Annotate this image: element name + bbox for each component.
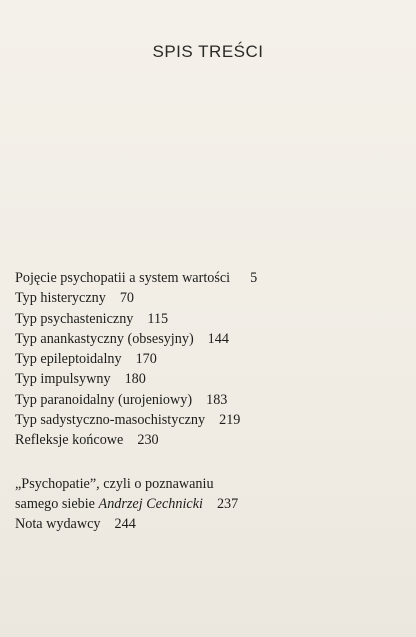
toc-entry-page: 170 bbox=[135, 351, 157, 368]
toc-entry-9 bbox=[15, 430, 400, 450]
toc-entry-page: 183 bbox=[206, 391, 228, 408]
toc-entry-title: Pojęcie psychopatii a system wartości bbox=[15, 270, 231, 286]
toc-entry-title: Typ histeryczny bbox=[15, 290, 106, 307]
toc-entry-page: 144 bbox=[207, 330, 229, 347]
toc-entry-page: 180 bbox=[124, 371, 146, 388]
toc-entry-page: 70 bbox=[119, 290, 134, 307]
toc-afterword-line-2 bbox=[15, 494, 400, 514]
page-title: SPIS TREŚCI bbox=[152, 42, 264, 61]
toc-entry-page: 244 bbox=[114, 516, 136, 533]
toc-entry-page: 230 bbox=[137, 432, 159, 449]
toc-entry-page: 237 bbox=[216, 495, 239, 512]
toc-entry-title: Typ impulsywny bbox=[15, 371, 111, 388]
toc-entry-8 bbox=[15, 410, 400, 430]
toc-entry-6 bbox=[15, 369, 400, 389]
table-of-contents bbox=[15, 268, 400, 535]
toc-entry-5 bbox=[15, 349, 400, 369]
toc-entry-2 bbox=[15, 288, 400, 308]
toc-entry-note bbox=[15, 514, 400, 534]
toc-entry-4 bbox=[15, 329, 400, 349]
toc-entry-1 bbox=[15, 268, 400, 288]
toc-entry-page: 219 bbox=[219, 412, 241, 429]
toc-entry-page: 115 bbox=[147, 310, 169, 327]
toc-entry-title: Typ paranoidalny (urojeniowy) bbox=[15, 391, 193, 408]
toc-entry-title: Refleksje końcowe bbox=[15, 432, 124, 449]
toc-entry-7 bbox=[15, 390, 400, 410]
toc-entry-page: 5 bbox=[250, 270, 258, 286]
toc-entry-3 bbox=[15, 309, 400, 329]
toc-entry-title: Typ sadystyczno-masochistyczny bbox=[15, 412, 206, 429]
toc-entry-title: Typ anankastyczny (obsesyjny) bbox=[15, 330, 194, 347]
toc-entry-title: „Psychopatie”, czyli o poznawaniu bbox=[15, 475, 214, 492]
toc-entry-author: Andrzej Cechnicki bbox=[98, 495, 203, 512]
section-gap bbox=[15, 451, 400, 474]
toc-afterword-line-1 bbox=[15, 474, 400, 494]
toc-entry-title: Nota wydawcy bbox=[15, 516, 101, 533]
toc-entry-title: samego siebie bbox=[15, 495, 95, 512]
toc-entry-title: Typ epileptoidalny bbox=[15, 351, 122, 368]
toc-entry-title: Typ psychasteniczny bbox=[15, 310, 134, 327]
